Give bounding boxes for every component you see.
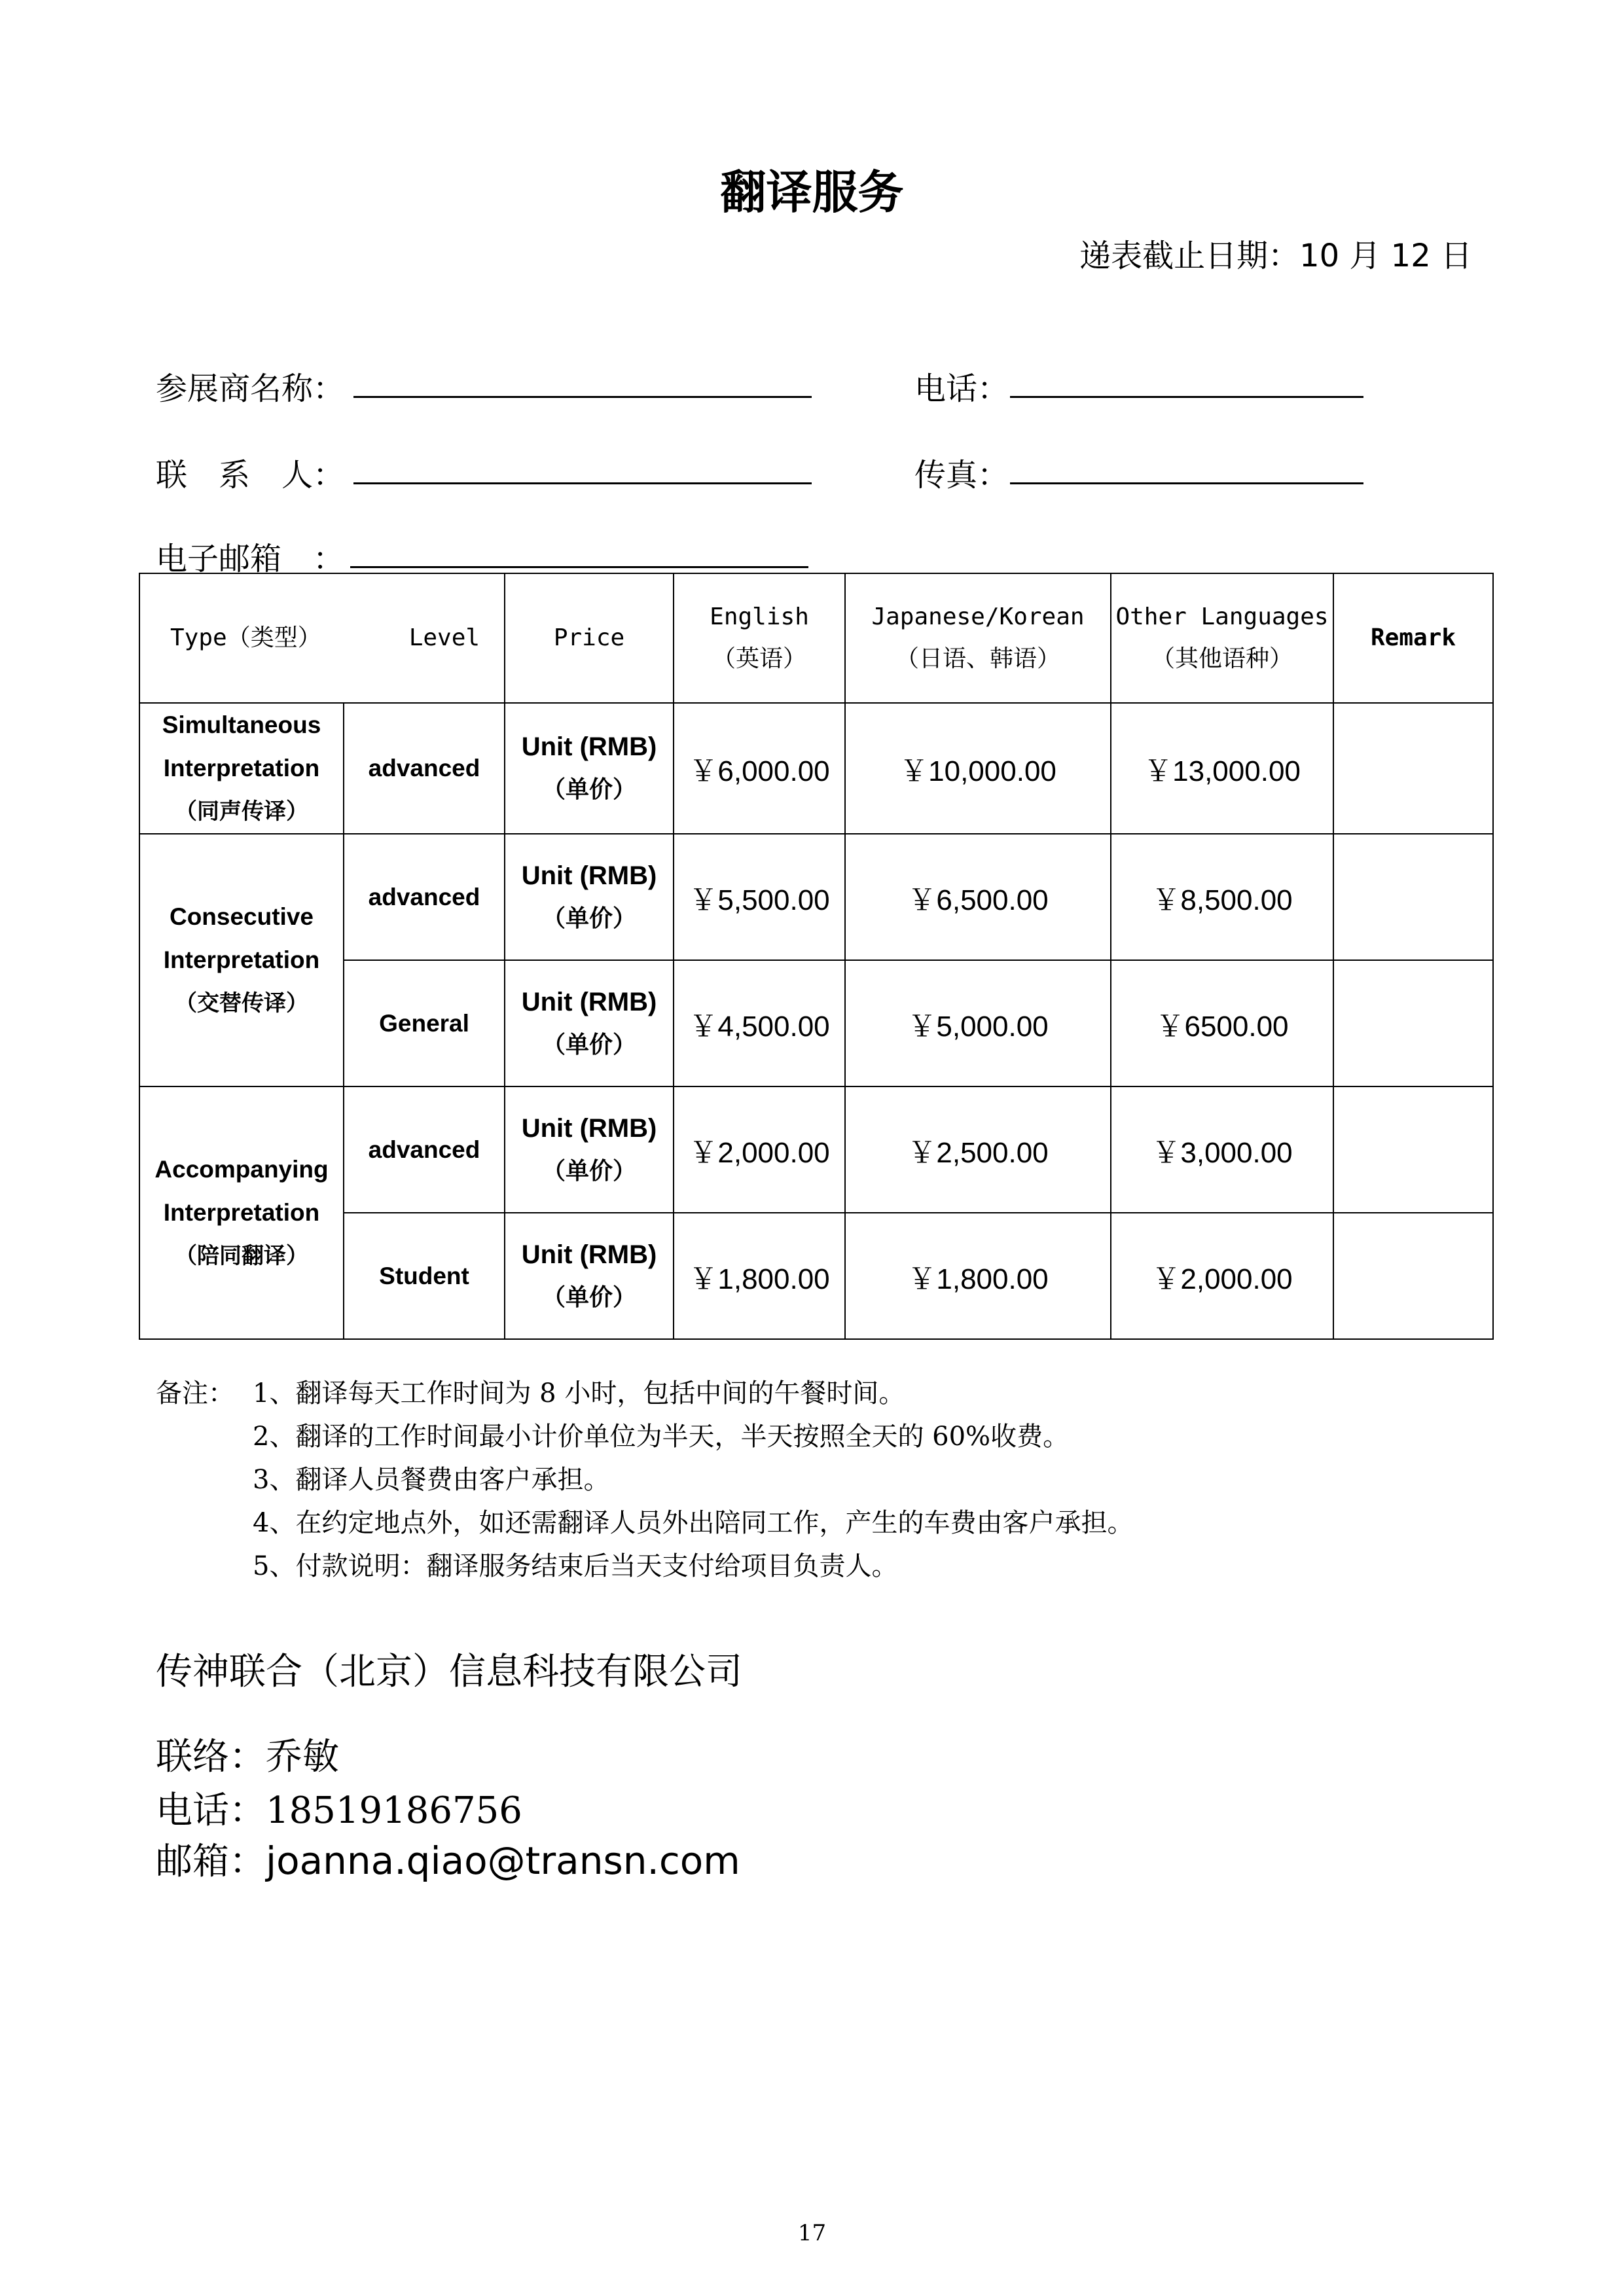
level-cell: General (344, 960, 505, 1086)
header-english-en: English (710, 603, 809, 630)
type-cell-consecutive (139, 834, 344, 1086)
price-unit-cell (505, 1086, 674, 1213)
unit-label-cn: （单价） (542, 776, 637, 803)
level-cell: advanced (344, 834, 505, 960)
note-item: 1、翻译每天工作时间为 8 小时，包括中间的午餐时间。 (253, 1378, 905, 1408)
contact-email-link[interactable]: joanna.qiao@transn.com (266, 1839, 740, 1883)
table-row (139, 703, 1493, 834)
remark-cell (1333, 960, 1493, 1086)
jk-price: ￥2,500.00 (845, 1086, 1111, 1213)
header-japanese-korean (845, 573, 1111, 703)
exhibitor-label: 参展商名称： (156, 370, 345, 407)
type-name-en: Consecutive (169, 903, 314, 930)
phone-label: 电话： (914, 370, 1009, 407)
header-type: Type（类型） (170, 624, 321, 651)
price-unit-cell (505, 834, 674, 960)
type-cell-simultaneous (139, 703, 344, 834)
remark-cell (1333, 1213, 1493, 1339)
notes-list (253, 1372, 1133, 1588)
type-name-cn: （同声传译） (175, 798, 308, 825)
header-jk-cn: （日语、韩语） (895, 645, 1061, 672)
header-jk-en: Japanese/Korean (871, 603, 1085, 630)
level-cell: advanced (344, 703, 505, 834)
header-other-cn: （其他语种） (1151, 645, 1293, 672)
contact-email-label: 邮箱： (156, 1840, 266, 1883)
unit-label: Unit (RMB) (521, 1113, 657, 1143)
note-item: 3、翻译人员餐费由客户承担。 (253, 1465, 610, 1495)
exhibitor-input-line[interactable] (353, 396, 812, 398)
notes-label: 备注： (156, 1378, 234, 1408)
note-item: 4、在约定地点外，如还需翻译人员外出陪同工作，产生的车费由客户承担。 (253, 1508, 1134, 1538)
jk-price: ￥10,000.00 (845, 703, 1111, 834)
note-item: 2、翻译的工作时间最小计价单位为半天，半天按照全天的 60%收费。 (253, 1422, 1070, 1452)
other-price: ￥3,000.00 (1111, 1086, 1333, 1213)
remark-cell (1333, 1086, 1493, 1213)
email-input-line[interactable] (350, 566, 808, 568)
english-price: ￥6,000.00 (674, 703, 845, 834)
type-cell-accompanying (139, 1086, 344, 1339)
price-unit-cell (505, 960, 674, 1086)
type-name-en: Interpretation (163, 755, 320, 781)
table-row (139, 834, 1493, 960)
other-price: ￥8,500.00 (1111, 834, 1333, 960)
table-header-row (139, 573, 1493, 703)
unit-label-cn: （单价） (542, 1031, 637, 1058)
header-other-languages (1111, 573, 1333, 703)
header-level: Level (408, 624, 480, 651)
remark-cell (1333, 703, 1493, 834)
english-price: ￥5,500.00 (674, 834, 845, 960)
price-unit-cell (505, 1213, 674, 1339)
fax-label: 传真： (914, 457, 1009, 493)
price-table (139, 573, 1494, 1340)
price-unit-cell (505, 703, 674, 834)
unit-label-cn: （单价） (542, 1157, 637, 1185)
deadline-text: 递表截止日期：10 月 12 日 (1079, 238, 1472, 274)
unit-label: Unit (RMB) (521, 861, 657, 890)
company-name: 传神联合（北京）信息科技有限公司 (156, 1651, 742, 1693)
type-name-cn: （陪同翻译） (175, 1243, 308, 1269)
email-label: 电子邮箱 ： (156, 541, 345, 577)
english-price: ￥1,800.00 (674, 1213, 845, 1339)
level-cell: advanced (344, 1086, 505, 1213)
page-title: 翻译服务 (720, 165, 904, 219)
other-price: ￥13,000.00 (1111, 703, 1333, 834)
remark-cell (1333, 834, 1493, 960)
contact-person-label: 联 系 人： (156, 457, 345, 493)
contact-email-row (156, 1833, 740, 1885)
type-name-en: Simultaneous (162, 711, 321, 738)
type-name-en: Interpretation (163, 1199, 320, 1226)
header-english (674, 573, 845, 703)
english-price: ￥2,000.00 (674, 1086, 845, 1213)
level-cell: Student (344, 1213, 505, 1339)
header-english-cn: （英语） (712, 645, 807, 672)
table-row (139, 1086, 1493, 1213)
other-price: ￥6500.00 (1111, 960, 1333, 1086)
other-price: ￥2,000.00 (1111, 1213, 1333, 1339)
type-name-cn: （交替传译） (175, 990, 308, 1016)
jk-price: ￥5,000.00 (845, 960, 1111, 1086)
header-type-level (139, 573, 505, 703)
unit-label-cn: （单价） (542, 905, 637, 932)
english-price: ￥4,500.00 (674, 960, 845, 1086)
jk-price: ￥1,800.00 (845, 1213, 1111, 1339)
contact-phone: 电话：18519186756 (156, 1789, 522, 1832)
type-name-en: Accompanying (154, 1156, 329, 1183)
unit-label: Unit (RMB) (521, 987, 657, 1016)
unit-label: Unit (RMB) (521, 1240, 657, 1269)
contact-name: 联络：乔敏 (156, 1736, 339, 1778)
type-name-en: Interpretation (163, 946, 320, 973)
contact-person-input-line[interactable] (353, 482, 812, 484)
unit-label: Unit (RMB) (521, 732, 657, 761)
phone-input-line[interactable] (1010, 396, 1363, 398)
header-price: Price (505, 573, 674, 703)
page-number: 17 (797, 2220, 827, 2246)
header-other-en: Other Languages (1115, 603, 1329, 630)
unit-label-cn: （单价） (542, 1283, 637, 1311)
header-remark: Remark (1333, 573, 1493, 703)
note-item: 5、付款说明：翻译服务结束后当天支付给项目负责人。 (253, 1551, 898, 1581)
fax-input-line[interactable] (1010, 482, 1363, 484)
jk-price: ￥6,500.00 (845, 834, 1111, 960)
